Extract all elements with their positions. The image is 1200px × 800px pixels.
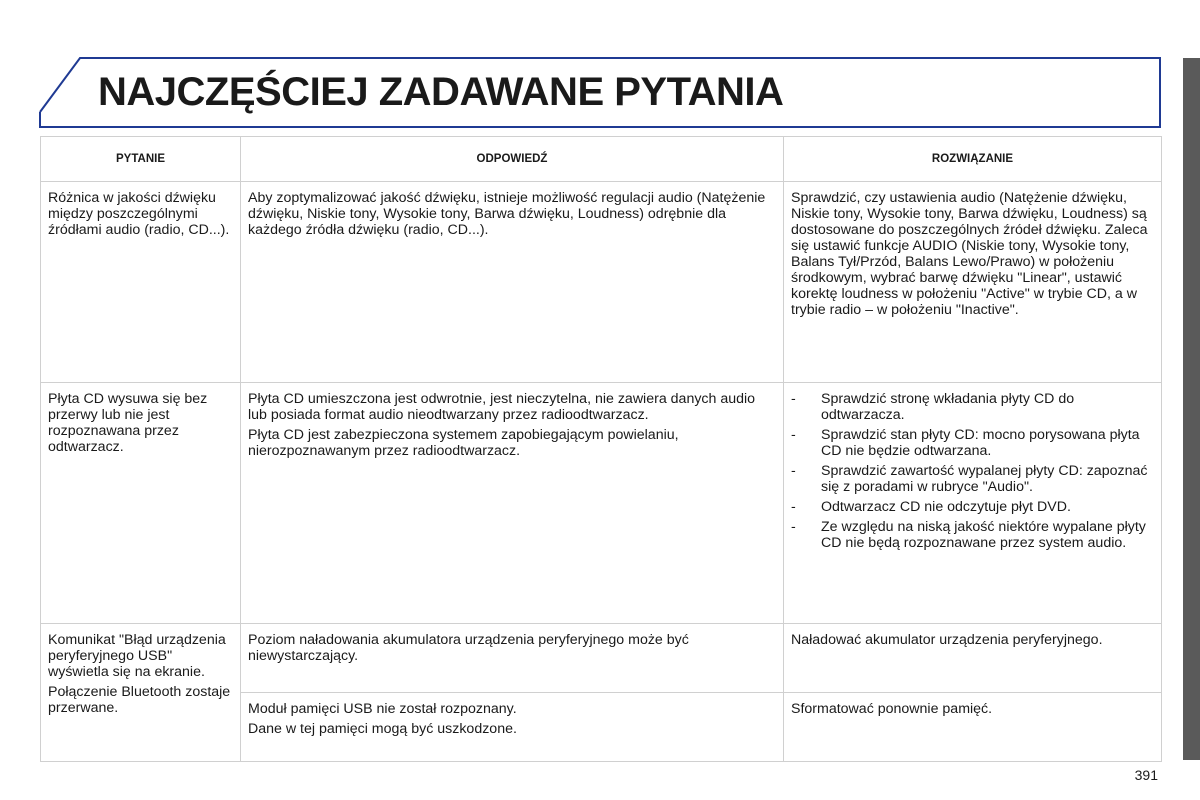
answer-cell [241, 693, 784, 762]
table-header-row [41, 137, 1162, 182]
question-text: Różnica w jakości dźwięku między poszczególnymi źródłami audio (radio, CD...). [48, 190, 230, 238]
solution-bullet-text: Sprawdzić stronę wkładania płyty CD do odtwarzacza. [821, 391, 1075, 423]
bullet-dash: - [791, 463, 796, 479]
question-cell [41, 383, 241, 624]
table-row [41, 383, 1162, 624]
solution-cell [784, 624, 1162, 693]
table-row [41, 624, 1162, 693]
solution-cell [784, 383, 1162, 624]
solution-text: Sprawdzić, czy ustawienia audio (Natężenie dźwięku, Niskie tony, Wysokie tony, Barwa dźwięku, Loudness) są dostosowane do poszczególnych źródeł dźwięku. Zaleca się ustawić funkcje AUDIO (Niskie tony, Wysokie tony, Balans Tył/Przód, Balans Lewo/Prawo) w położeniu środkowym, wybrać barwę dźwięku "Linear", ustawić korektę loudness w położeniu "Active" w trybie CD, a w trybie radio – w położeniu "Inactive". [791, 190, 1148, 318]
answer-text: Aby zoptymalizować jakość dźwięku, istnieje możliwość regulacji audio (Natężenie dźwięku, Niskie tony, Wysokie tony, Barwa dźwięku, Loudness) odrębnie dla każdego źródła dźwięku (radio, CD...). [248, 190, 766, 238]
header-answer: ODPOWIEDŹ [241, 137, 784, 182]
question-cell [41, 182, 241, 383]
solution-text: Sformatować ponownie pamięć. [791, 701, 993, 717]
chapter-side-tab [1183, 58, 1200, 760]
bullet-dash: - [791, 519, 796, 535]
faq-table [40, 136, 1162, 762]
solution-bullet-text: Sprawdzić zawartość wypalanej płyty CD: zapoznać się z poradami w rubryce "Audio". [821, 463, 1148, 495]
list-item [791, 499, 1154, 515]
solution-text: Naładować akumulator urządzenia peryferyjnego. [791, 632, 1103, 648]
question-text: Połączenie Bluetooth zostaje przerwane. [48, 684, 231, 716]
solution-bullet-text: Odtwarzacz CD nie odczytuje płyt DVD. [821, 499, 1071, 515]
header-solution: ROZWIĄZANIE [784, 137, 1162, 182]
list-item [791, 391, 1154, 423]
page-title: NAJCZĘŚCIEJ ZADAWANE PYTANIA [98, 70, 784, 114]
bullet-dash: - [791, 427, 796, 443]
answer-text: Poziom naładowania akumulatora urządzenia peryferyjnego może być niewystarczający. [248, 632, 689, 664]
list-item [791, 463, 1154, 495]
solution-bullet-text: Ze względu na niską jakość niektóre wypalane płyty CD nie będą rozpoznawane przez system audio. [821, 519, 1146, 551]
answer-cell [241, 182, 784, 383]
answer-text: Płyta CD jest zabezpieczona systemem zapobiegającym powielaniu, nierozpoznawanym przez radioodtwarzacz. [248, 427, 679, 459]
question-text: Płyta CD wysuwa się bez przerwy lub nie jest rozpoznawana przez odtwarzacz. [48, 391, 208, 455]
answer-text: Dane w tej pamięci mogą być uszkodzone. [248, 721, 517, 737]
table-row [41, 182, 1162, 383]
bullet-dash: - [791, 391, 796, 407]
solution-cell [784, 182, 1162, 383]
answer-text: Moduł pamięci USB nie został rozpoznany. [248, 701, 517, 717]
answer-cell [241, 624, 784, 693]
question-text: Komunikat "Błąd urządzenia peryferyjnego USB" wyświetla się na ekranie. [48, 632, 226, 680]
answer-cell [241, 383, 784, 624]
header-question: PYTANIE [41, 137, 241, 182]
answer-text: Płyta CD umieszczona jest odwrotnie, jest nieczytelna, nie zawiera danych audio lub posiada format audio nieodtwarzany przez radioodtwarzacz. [248, 391, 756, 423]
bullet-dash: - [791, 499, 796, 515]
question-cell [41, 624, 241, 762]
solution-bullet-text: Sprawdzić stan płyty CD: mocno porysowana płyta CD nie będzie odtwarzana. [821, 427, 1140, 459]
solution-cell [784, 693, 1162, 762]
solution-list [791, 391, 1154, 551]
page-number: 391 [1134, 767, 1158, 783]
list-item [791, 427, 1154, 459]
list-item [791, 519, 1154, 551]
